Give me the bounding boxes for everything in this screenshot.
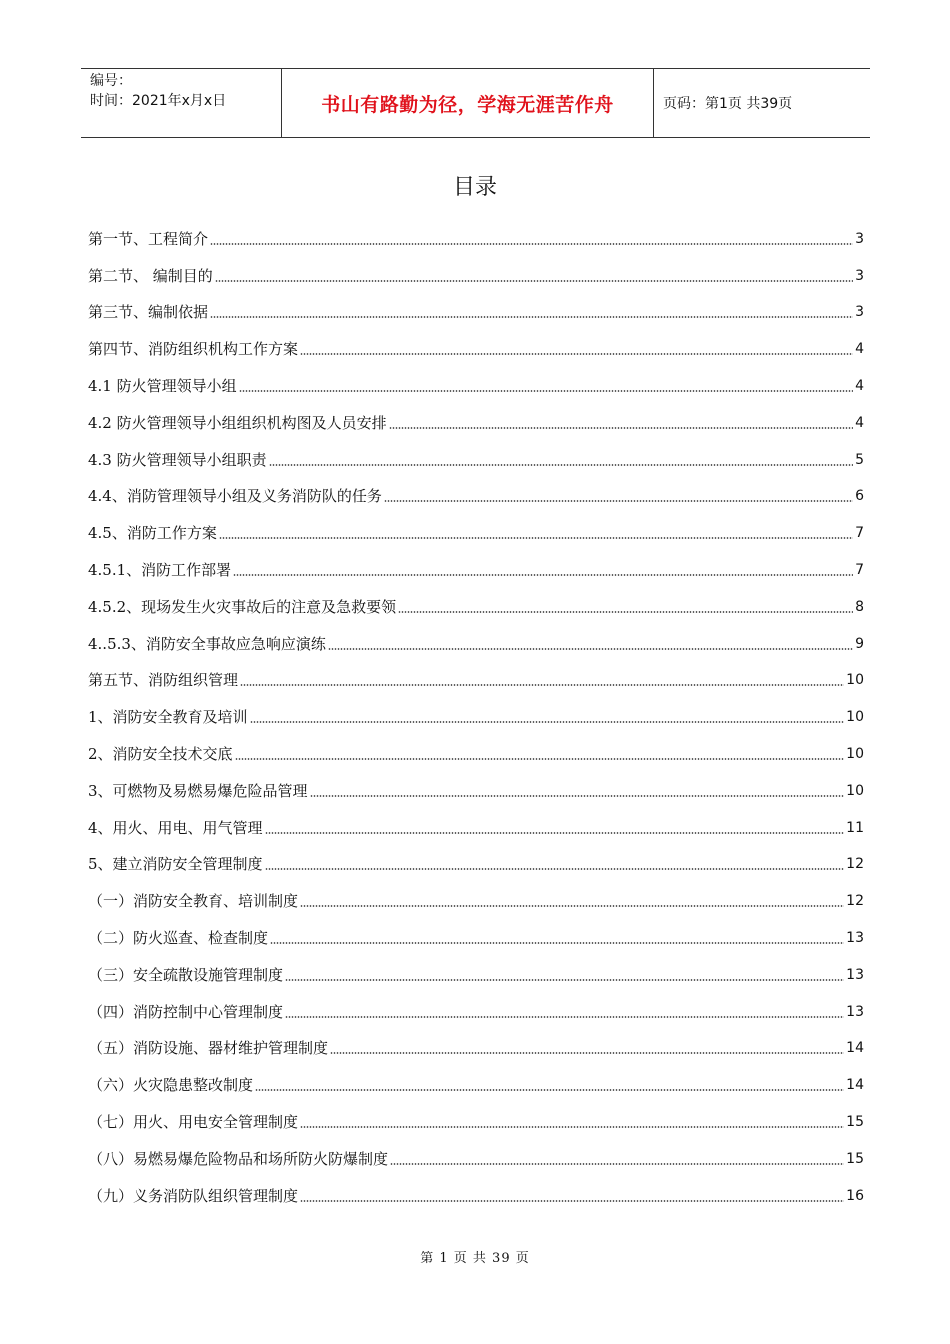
toc-dot-leader	[215, 280, 853, 282]
header-page-cell	[654, 69, 870, 137]
toc-dot-leader	[300, 1126, 844, 1128]
toc-entry[interactable]	[88, 733, 864, 770]
toc-entry-page: 3	[855, 230, 864, 247]
toc-entry-title: 4.4、消防管理领导小组及义务消防队的任务	[88, 487, 382, 506]
toc-entry-page: 10	[846, 672, 864, 689]
toc-entry[interactable]	[88, 1101, 864, 1138]
toc-entry-title: 4.5.1、消防工作部署	[88, 560, 232, 579]
toc-entry[interactable]	[88, 770, 864, 807]
toc-entry-page: 4	[855, 341, 864, 358]
toc-entry-page: 3	[855, 304, 864, 321]
toc-entry-page: 12	[846, 856, 864, 873]
header-page-label: 页码：第1页 共39页	[663, 96, 793, 112]
toc-entry-title: （一）消防安全教育、培训制度	[88, 892, 299, 911]
toc-entry-title: 5、建立消防安全管理制度	[88, 855, 263, 874]
toc-dot-leader	[310, 795, 845, 797]
header-motto: 书山有路勤为径，学海无涯苦作舟	[321, 93, 614, 116]
toc-entry[interactable]	[88, 218, 864, 255]
toc-entry[interactable]	[88, 1175, 864, 1212]
toc-entry[interactable]	[88, 807, 864, 844]
toc-entry-page: 4	[855, 377, 864, 394]
toc-entry[interactable]	[88, 292, 864, 329]
toc-entry[interactable]	[88, 623, 864, 660]
toc-dot-leader	[330, 1052, 844, 1054]
toc-entry-title: （九）义务消防队组织管理制度	[88, 1186, 299, 1205]
toc-entry[interactable]	[88, 328, 864, 365]
toc-dot-leader	[389, 427, 853, 429]
toc-entry-page: 3	[855, 267, 864, 284]
toc-entry-title: 4、用火、用电、用气管理	[88, 818, 263, 837]
toc-entry-page: 8	[855, 598, 864, 615]
toc-entry-title: （三）安全疏散设施管理制度	[88, 965, 284, 984]
toc-entry-title: 第五节、消防组织管理	[88, 671, 239, 690]
toc-dot-leader	[390, 1163, 844, 1165]
toc-entry-page: 4	[855, 414, 864, 431]
toc-entry[interactable]	[88, 1064, 864, 1101]
toc-entry-page: 13	[846, 929, 864, 946]
toc-dot-leader	[219, 537, 853, 539]
toc-entry-title: 第三节、编制依据	[88, 303, 209, 322]
toc-entry-title: （六）火灾隐患整改制度	[88, 1076, 254, 1095]
toc-entry-page: 5	[855, 451, 864, 468]
toc-entry-title: 第二节、 编制目的	[88, 266, 213, 285]
toc-dot-leader	[285, 1016, 844, 1018]
toc-entry-page: 16	[846, 1187, 864, 1204]
toc-dot-leader	[328, 648, 853, 650]
toc-entry-page: 6	[855, 488, 864, 505]
toc-dot-leader	[240, 684, 844, 686]
toc-entry-title: （五）消防设施、器材维护管理制度	[88, 1039, 329, 1058]
header-info-cell	[81, 69, 282, 137]
toc-entry-title: （四）消防控制中心管理制度	[88, 1002, 284, 1021]
toc-entry-page: 15	[846, 1113, 864, 1130]
toc-entry-page: 7	[855, 525, 864, 542]
toc-entry-title: （七）用火、用电安全管理制度	[88, 1112, 299, 1131]
toc-entry[interactable]	[88, 696, 864, 733]
toc-entry-page: 9	[855, 635, 864, 652]
toc-entry[interactable]	[88, 660, 864, 697]
toc-entry-title: 1、消防安全教育及培训	[88, 708, 248, 727]
toc-dot-leader	[300, 353, 853, 355]
toc-entry-title: 3、可燃物及易燃易爆危险品管理	[88, 781, 308, 800]
toc-dot-leader	[269, 464, 853, 466]
toc-entry[interactable]	[88, 476, 864, 513]
toc-dot-leader	[384, 500, 853, 502]
toc-dot-leader	[235, 758, 845, 760]
toc-dot-leader	[250, 721, 845, 723]
toc-dot-leader	[285, 979, 844, 981]
table-of-contents	[88, 218, 864, 1212]
toc-entry-title: 4..5.3、消防安全事故应急响应演练	[88, 634, 326, 653]
toc-entry-page: 7	[855, 561, 864, 578]
toc-entry[interactable]	[88, 402, 864, 439]
toc-dot-leader	[300, 1200, 844, 1202]
toc-entry[interactable]	[88, 991, 864, 1028]
toc-entry-page: 14	[846, 1077, 864, 1094]
toc-entry[interactable]	[88, 954, 864, 991]
toc-entry-title: 2、消防安全技术交底	[88, 744, 233, 763]
toc-dot-leader	[210, 316, 853, 318]
toc-dot-leader	[210, 243, 853, 245]
toc-entry-title: 第一节、工程简介	[88, 229, 209, 248]
toc-entry-page: 14	[846, 1040, 864, 1057]
toc-entry-title: （八）易燃易爆危险物品和场所防火防爆制度	[88, 1149, 389, 1168]
toc-entry[interactable]	[88, 255, 864, 292]
toc-dot-leader	[398, 611, 853, 613]
toc-dot-leader	[300, 905, 844, 907]
toc-dot-leader	[239, 390, 853, 392]
toc-title: 目录	[452, 175, 497, 200]
document-date-label: 时间：2021年x月x日	[90, 93, 227, 109]
toc-entry-title: 第四节、消防组织机构工作方案	[88, 340, 299, 359]
document-number-label: 编号：	[90, 73, 132, 89]
header-motto-cell	[282, 69, 654, 137]
toc-dot-leader	[255, 1089, 844, 1091]
toc-entry-page: 10	[846, 709, 864, 726]
toc-dot-leader	[270, 942, 844, 944]
toc-entry-page: 15	[846, 1150, 864, 1167]
toc-entry[interactable]	[88, 586, 864, 623]
toc-entry[interactable]	[88, 365, 864, 402]
toc-entry-page: 12	[846, 893, 864, 910]
toc-entry[interactable]	[88, 1028, 864, 1065]
toc-entry[interactable]	[88, 917, 864, 954]
toc-entry[interactable]	[88, 1138, 864, 1175]
toc-entry-title: （二）防火巡查、检查制度	[88, 928, 269, 947]
toc-entry-title: 4.5.2、现场发生火灾事故后的注意及急救要领	[88, 597, 397, 616]
toc-entry-title: 4.3 防火管理领导小组职责	[88, 450, 267, 469]
toc-entry-page: 13	[846, 1003, 864, 1020]
toc-entry[interactable]	[88, 439, 864, 476]
toc-dot-leader	[233, 574, 853, 576]
toc-entry-page: 10	[846, 745, 864, 762]
toc-entry[interactable]	[88, 880, 864, 917]
toc-entry-title: 4.1 防火管理领导小组	[88, 376, 237, 395]
toc-entry-page: 13	[846, 966, 864, 983]
toc-entry[interactable]	[88, 549, 864, 586]
toc-dot-leader	[265, 868, 845, 870]
toc-entry[interactable]	[88, 844, 864, 881]
toc-entry[interactable]	[88, 512, 864, 549]
toc-entry-title: 4.2 防火管理领导小组组织机构图及人员安排	[88, 413, 387, 432]
page-header	[81, 68, 870, 138]
toc-dot-leader	[265, 832, 845, 834]
toc-entry-page: 11	[846, 819, 864, 836]
toc-entry-title: 4.5、消防工作方案	[88, 524, 217, 543]
toc-entry-page: 10	[846, 782, 864, 799]
page-footer: 第 1 页 共 39 页	[420, 1251, 530, 1266]
